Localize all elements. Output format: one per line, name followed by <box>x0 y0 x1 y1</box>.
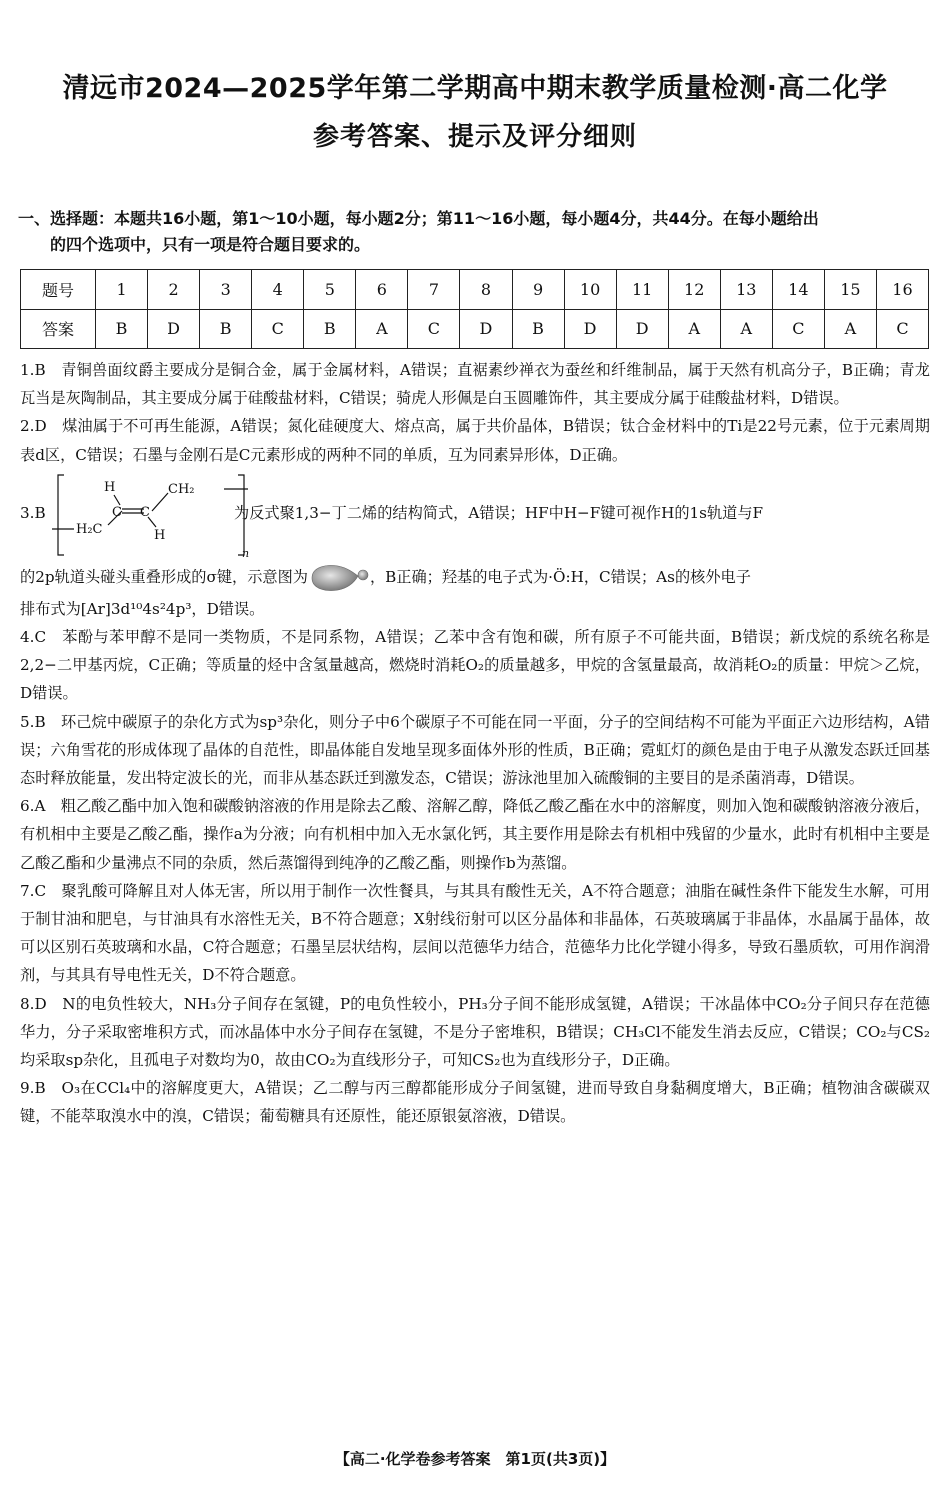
number-row <box>21 270 929 310</box>
explanation-2: 2.D 煤油属于不可再生能源，A错误；氮化硅硬度大、熔点高，属于共价晶体，B错误；钛合金材料中的Ti是22号元素，位于元素周期表d区，C错误；石墨与金刚石是C元素形成的两种不同的单质，互为同素异形体，D正确。 <box>20 417 930 464</box>
atom-h-top: H <box>104 479 116 495</box>
explanation-3-number: 3.B <box>20 503 46 522</box>
page-title: 清远市2024—2025学年第二学期高中期末教学质量检测·高二化学 <box>62 73 888 104</box>
explanation-3-part-b2: ，B正确；羟基的电子式为·Ö:H，C错误；As的核外电子 <box>369 567 751 586</box>
answer-cell: A <box>668 309 720 349</box>
explanation-5: 5.B 环己烷中碳原子的杂化方式为sp³杂化，则分子中6个碳原子不可能在同一平面，分子的空间结构不可能为平面正六边形结构，A错误；六角雪花的形成体现了晶体的自范性，即晶体能自发地呈现多面体外形的性质，B正确；霓虹灯的颜色是由于电子从激发态跃迁回基态时释放能量，发出特定波长的光，而非从基态跃迁到激发态，C错误；游泳池里加入硫酸铜的主要目的是杀菌消毒，D错误。 <box>20 712 930 788</box>
answer-cell: B <box>512 309 564 349</box>
page-subtitle: 参考答案、提示及评分细则 <box>312 122 637 152</box>
number-cell: 14 <box>772 270 824 310</box>
explanation-4: 4.C 苯酚与苯甲醇不是同一类物质，不是同系物，A错误；乙苯中含有饱和碳，所有原子不可能共面，B错误；新戊烷的系统名称是2,2−二甲基丙烷，C正确；等质量的烃中含氢量越高，燃烧时消耗O₂的质量越多，甲烷的含氢量最高，故消耗O₂的质量：甲烷＞乙烷，D错误。 <box>20 628 930 703</box>
explanation-3-line-3: 排布式为[Ar]3d¹⁰4s²4p³，D错误。 <box>20 599 265 618</box>
answer-row <box>21 309 929 349</box>
answer-table <box>20 269 929 349</box>
answer-cell: D <box>616 309 668 349</box>
number-cell: 16 <box>876 270 928 310</box>
explanation-8: 8.D N的电负性较大，NH₃分子间存在氢键，P的电负性较小，PH₃分子间不能形成氢键，A错误；干冰晶体中CO₂分子间只存在范德华力，分子采取密堆积方式，而冰晶体中水分子间存在氢键，不是分子密堆积，B错误；CH₃Cl不能发生消去反应，C错误；CO₂与CS₂均采取sp杂化，且孤电子对数均为0，故由CO₂为直线形分子，可知CS₂也为直线形分子，D正确。 <box>20 994 930 1070</box>
section-line-1: 一、选择题：本题共16小题，第1～10小题，每小题2分；第11～16小题，每小题4分，共44分。在每小题给出 <box>18 209 819 228</box>
number-cell: 9 <box>512 270 564 310</box>
number-cell: 12 <box>668 270 720 310</box>
explanation-7: 7.C 聚乳酸可降解且对人体无害，所以用于制作一次性餐具，与其具有酸性无关，A不符合题意；油脂在碱性条件下能发生水解，可用于制甘油和肥皂，与甘油具有水溶性无关，B不符合题意；X射线衍射可以区分晶体和非晶体，石英玻璃属于非晶体，水晶属于晶体，故可以区别石英玻璃和水晶，C符合题意；石墨呈层状结构，层间以范德华力结合，范德华力比化学键小得多，导致石墨质软，可用作润滑剂，与其具有导电性无关，D不符合题意。 <box>20 881 930 985</box>
answer-cell: D <box>148 309 200 349</box>
row-label-answer: 答案 <box>21 309 96 349</box>
atom-c-left: C <box>112 504 122 520</box>
atom-ch2: CH₂ <box>168 481 195 497</box>
answer-cell: B <box>304 309 356 349</box>
section-heading <box>18 206 934 258</box>
explanation-3-line-2 <box>20 561 930 595</box>
page-footer: 【高二·化学卷参考答案 第1页(共3页)】 <box>334 1450 616 1468</box>
atom-c-right: C <box>140 504 150 520</box>
explanation-3-part-a: 为反式聚1,3−丁二烯的结构简式，A错误；HF中H−F键可视作H的1s轨道与F <box>234 503 764 522</box>
sigma-bond-orbital-icon <box>308 561 370 595</box>
answer-cell: B <box>96 309 148 349</box>
number-cell: 3 <box>200 270 252 310</box>
number-cell: 11 <box>616 270 668 310</box>
polybutadiene-structure-icon <box>52 469 252 561</box>
explanation-1: 1.B 青铜兽面纹爵主要成分是铜合金，属于金属材料，A错误；直裾素纱禅衣为蚕丝和纤维制品，属于天然有机高分子，B正确；青龙瓦当是灰陶制品，其主要成分属于硅酸盐材料，C错误；骑虎人形佩是白玉圆雕饰件，其主要成分属于硅酸盐材料，D错误。 <box>20 361 930 408</box>
number-cell: 7 <box>408 270 460 310</box>
explanations <box>20 356 930 1131</box>
answer-cell: D <box>460 309 512 349</box>
number-cell: 1 <box>96 270 148 310</box>
answer-cell: A <box>824 309 876 349</box>
explanation-9: 9.B O₃在CCl₄中的溶解度更大，A错误；乙二醇与丙三醇都能形成分子间氢键，进而导致自身黏稠度增大，B正确；植物油含碳碳双键，不能萃取溴水中的溴，C错误；葡萄糖具有还原性，能还原银氨溶液，D错误。 <box>20 1079 930 1126</box>
atom-h-bottom: H <box>154 527 166 543</box>
number-cell: 4 <box>252 270 304 310</box>
answer-cell: C <box>876 309 928 349</box>
explanation-3-structure-line <box>20 469 930 561</box>
number-cell: 13 <box>720 270 772 310</box>
answer-cell: C <box>408 309 460 349</box>
number-cell: 2 <box>148 270 200 310</box>
answer-cell: D <box>564 309 616 349</box>
explanation-6: 6.A 粗乙酸乙酯中加入饱和碳酸钠溶液的作用是除去乙酸、溶解乙醇，降低乙酸乙酯在水中的溶解度，则加入饱和碳酸钠溶液分液后，有机相中主要是乙酸乙酯，操作a为分液；向有机相中加入无水氯化钙，其主要作用是除去有机相中残留的少量水，此时有机相中主要是乙酸乙酯和少量沸点不同的杂质，然后蒸馏得到纯净的乙酸乙酯，则操作b为蒸馏。 <box>20 797 930 872</box>
explanation-3-part-b1: 的2p轨道头碰头重叠形成的σ键，示意图为 <box>20 567 308 586</box>
row-label-number: 题号 <box>21 270 96 310</box>
answer-cell: C <box>772 309 824 349</box>
number-cell: 5 <box>304 270 356 310</box>
subscript-n: n <box>242 546 250 560</box>
answer-cell: A <box>720 309 772 349</box>
number-cell: 8 <box>460 270 512 310</box>
number-cell: 6 <box>356 270 408 310</box>
section-line-2: 的四个选项中，只有一项是符合题目要求的。 <box>50 235 371 254</box>
atom-h2c: H₂C <box>76 521 103 537</box>
answer-cell: C <box>252 309 304 349</box>
number-cell: 10 <box>564 270 616 310</box>
answer-cell: B <box>200 309 252 349</box>
answer-cell: A <box>356 309 408 349</box>
number-cell: 15 <box>824 270 876 310</box>
